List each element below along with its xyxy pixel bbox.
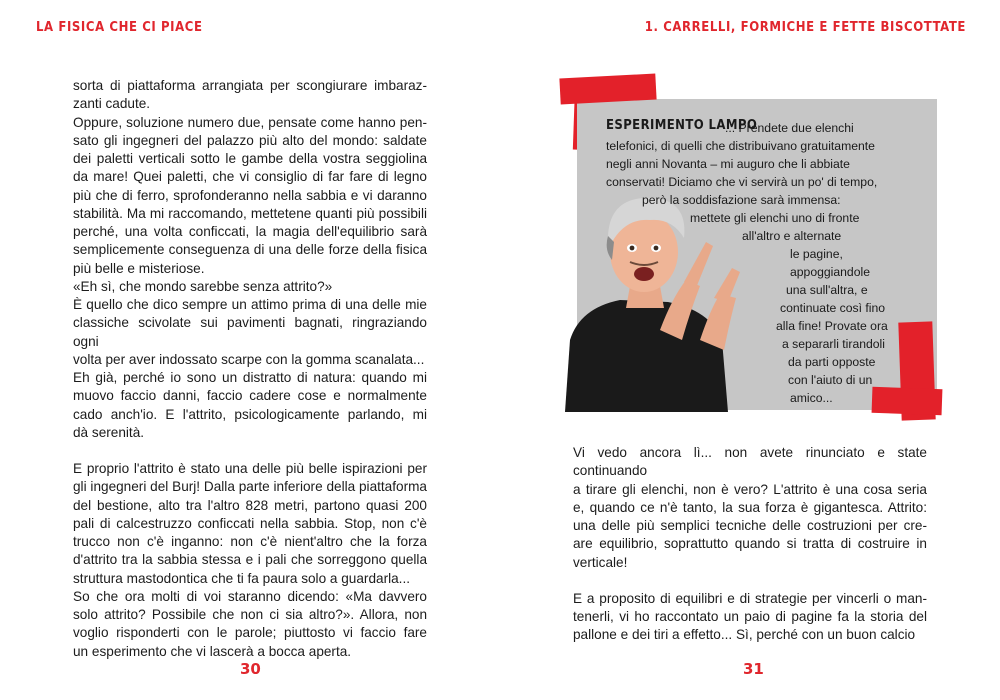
experiment-line: a separarli tirandoli xyxy=(782,337,885,351)
text-line: voglio risponderti con le parole; piuttosto vi faccio fare xyxy=(73,625,427,641)
experiment-line: le pagine, xyxy=(790,247,843,261)
text-line: più belle e misteriose. xyxy=(73,260,205,276)
text-line: sorta di piattaforma arrangiata per scongiurare imbaraz- xyxy=(73,78,427,93)
experiment-line: all'altro e alternate xyxy=(742,229,842,243)
experiment-line: amico... xyxy=(790,391,833,405)
text-line: un esperimento che vi lascerà a bocca aperta. xyxy=(73,643,352,659)
text-line: dà serenità. xyxy=(73,424,145,440)
text-line: struttura mastodontica che ti fa paura solo a guardarla... xyxy=(73,570,411,586)
text-line xyxy=(573,572,927,590)
text-line: È quello che dico sempre un attimo prima di una delle mie xyxy=(73,297,427,312)
experiment-line: continuate così fino xyxy=(780,301,886,315)
text-line: del bestione, alto tra l'altro 828 metri, partono quasi 200 xyxy=(73,497,427,513)
text-line: più che di ferro, sprofonderanno nella sabbia e vi daranno xyxy=(73,187,427,203)
text-line: stabilità. Ma mi raccomando, mettetene quanti più possibili xyxy=(73,205,427,221)
text-line: e, quando ce n'è tanto, la sua forza è gigantesca. Attrito: xyxy=(573,499,927,515)
text-line: pali di calcestruzzo conficcati nella sabbia. Stop, non c'è xyxy=(73,515,427,531)
left-page-body xyxy=(73,77,427,661)
text-line: volta per aver indossato scarpe con la gomma scanalata... xyxy=(73,351,425,367)
text-line: solo attrito? Possibile che non ci sia altro?». Allora, non xyxy=(73,607,427,622)
text-line: sato gli ingegneri del palazzo più alto del mondo: saldate xyxy=(73,132,427,148)
text-line: Eh già, perché io sono un distratto di natura: quando mi xyxy=(73,370,427,385)
text-line: trucco non c'è inganno: non c'è nient'altro che la forza xyxy=(73,534,427,549)
text-line: verticale! xyxy=(573,554,628,570)
text-line: d'attrito tra la sabbia stessa e i pali che sorreggono quella xyxy=(73,552,427,568)
experiment-title: ESPERIMENTO LAMPO xyxy=(606,118,758,133)
text-line: una delle più semplici tecniche delle costruzioni per cre- xyxy=(573,518,927,533)
experiment-line: appoggiandole xyxy=(790,265,870,279)
experiment-line: alla fine! Provate ora xyxy=(776,319,888,333)
text-line: Oppure, soluzione numero due, pensate come hanno pen- xyxy=(73,114,427,130)
text-line: muovo faccio danni, faccio cadere cose e normalmente xyxy=(73,388,427,404)
text-line: dei paletti verticali sotto le gambe della vostra seggiolina xyxy=(73,151,427,166)
text-line: a tirare gli elenchi, non è vero? L'attrito è una cosa seria xyxy=(573,481,927,497)
right-page-body xyxy=(573,444,927,645)
text-line: E proprio l'attrito è stato una delle più belle ispirazioni per xyxy=(73,461,427,476)
text-line: gli ingegneri del Burj! Dalla parte inferiore della piattaforma xyxy=(73,479,427,495)
experiment-line: mettete gli elenchi uno di fronte xyxy=(690,211,860,225)
text-line: classiche scivolate sui pavimenti bagnati, ringraziando ogni xyxy=(73,315,427,349)
text-line: «Eh sì, che mondo sarebbe senza attrito?» xyxy=(73,278,333,294)
text-line: tenerli, vi ho raccontato un paio di pagine fa la storia del xyxy=(573,609,927,624)
experiment-line: una sull'altra, e xyxy=(786,283,868,297)
page-number-left: 30 xyxy=(240,660,261,678)
text-line: zanti cadute. xyxy=(73,96,151,112)
text-line xyxy=(73,442,427,460)
experiment-line: conservati! Diciamo che vi servirà un po' di tempo, xyxy=(606,175,878,189)
experiment-line: con l'aiuto di un xyxy=(788,373,873,387)
red-tape-bottom xyxy=(872,387,943,415)
text-line: da mare! Quei paletti, che vi consiglio di far fare di legno xyxy=(73,169,427,185)
text-line: So che ora molti di voi staranno dicendo: «Ma davvero xyxy=(73,588,427,604)
text-line: are equilibrio, soprattutto quando si tratta di costruire in xyxy=(573,536,927,552)
experiment-line: da parti opposte xyxy=(788,355,876,369)
text-line: pallone e dei tiri a effetto... Sì, perché con un buon calcio xyxy=(573,627,916,643)
running-head-left: LA FISICA CHE CI PIACE xyxy=(36,20,203,35)
text-line: perché, una volta conficcati, la magia dell'equilibrio sarà xyxy=(73,224,427,239)
running-head-right: 1. CARRELLI, FORMICHE E FETTE BISCOTTATE xyxy=(644,20,966,35)
text-line: semplicemente conseguenza di una delle forze della fisica xyxy=(73,242,427,258)
red-tape-top xyxy=(559,74,656,105)
text-line: cado anch'io. E l'attrito, psicologicamente parlando, mi xyxy=(73,406,427,422)
text-line: Vi vedo ancora lì... non avete rinunciato e state continuando xyxy=(573,445,927,479)
experiment-line: ... Prendete due elenchi xyxy=(725,121,854,135)
text-line: E a proposito di equilibri e di strategie per vincerli o man- xyxy=(573,590,927,606)
experiment-line: negli anni Novanta – mi auguro che li abbiate xyxy=(606,157,850,171)
page-number-right: 31 xyxy=(743,660,764,678)
experiment-line: però la soddisfazione sarà immensa: xyxy=(642,193,841,207)
experiment-line: telefonici, di quelli che distribuivano gratuitamente xyxy=(606,139,875,153)
